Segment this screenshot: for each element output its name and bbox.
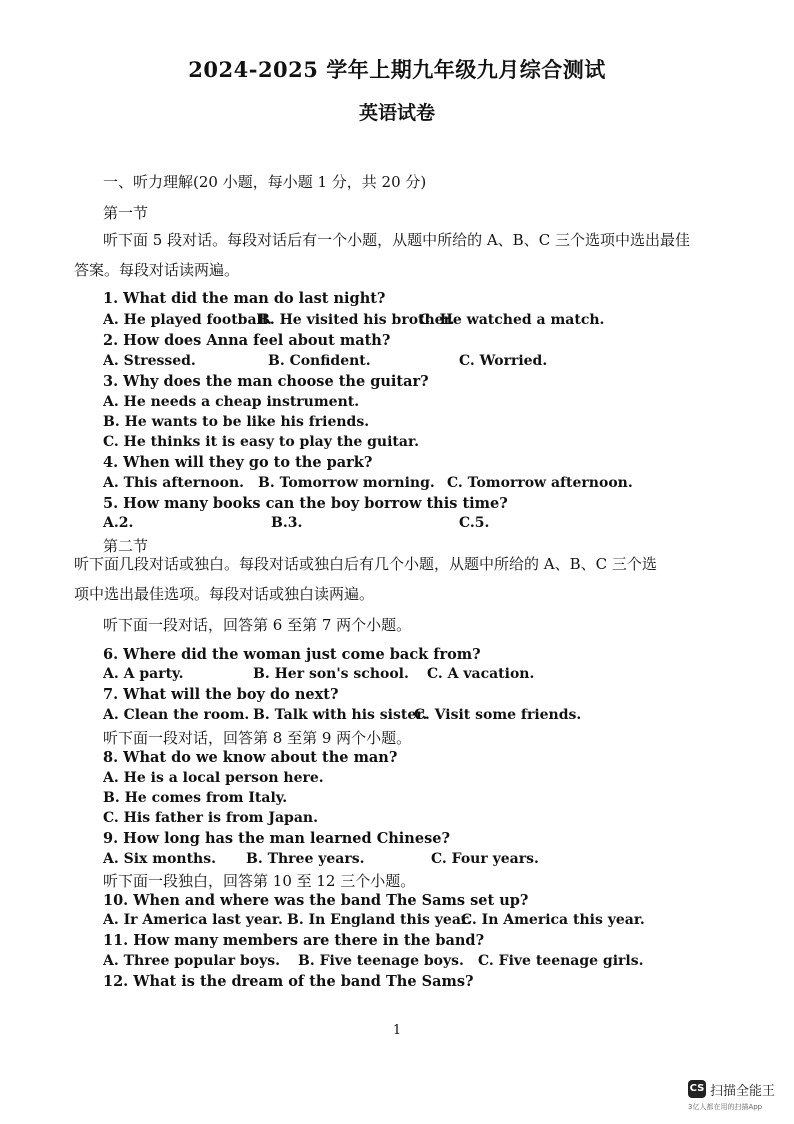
q7-option-b: B. Talk with his sister.	[253, 707, 428, 723]
q3-option-c: C. He thinks it is easy to play the guitar.	[103, 434, 419, 450]
dialog-6-7-intro: 听下面一段对话，回答第 6 至第 7 两个小题。	[103, 616, 412, 634]
q3-option-a: A. He needs a cheap instrument.	[103, 394, 360, 410]
q5-option-a: A.2.	[103, 515, 134, 531]
q2-option-c: C. Worried.	[459, 353, 548, 369]
question-10: 10. When and where was the band The Sams set up?	[103, 892, 529, 909]
q2-option-a: A. Stressed.	[103, 353, 196, 369]
part1-instructions-1: 听下面 5 段对话。每段对话后有一个小题，从题中所给的 A、B、C 三个选项中选出最佳	[103, 231, 690, 249]
dialog-8-9-intro: 听下面一段对话，回答第 8 至第 9 两个小题。	[103, 729, 412, 747]
q5-option-c: C.5.	[459, 515, 490, 531]
exam-subtitle: 英语试卷	[358, 102, 435, 124]
q4-option-b: B. Tomorrow morning.	[258, 475, 435, 491]
q10-option-a: A. Ir America last year.	[103, 912, 283, 928]
question-12: 12. What is the dream of the band The Sams?	[103, 973, 474, 990]
question-11: 11. How many members are there in the band?	[103, 932, 485, 949]
q4-option-a: A. This afternoon.	[103, 475, 245, 491]
part1-instructions-2: 答案。每段对话读两遍。	[74, 261, 240, 279]
q9-option-b: B. Three years.	[246, 851, 365, 867]
scanner-app-name: 扫描全能王	[710, 1084, 776, 1099]
q8-option-b: B. He comes from Italy.	[103, 790, 288, 806]
question-6: 6. Where did the woman just come back from?	[103, 646, 481, 663]
q6-option-c: C. A vacation.	[427, 666, 535, 682]
q5-option-b: B.3.	[271, 515, 303, 531]
question-4: 4. When will they go to the park?	[103, 454, 373, 471]
scanner-logo-icon: CS	[688, 1080, 706, 1098]
q11-option-b: B. Five teenage boys.	[298, 953, 464, 969]
scanner-app-watermark	[688, 1080, 794, 1116]
q1-option-a: A. He played football.	[103, 312, 273, 328]
part2-instructions-2: 项中选出最佳选项。每段对话或独白读两遍。	[74, 585, 375, 603]
q4-option-c: C. Tomorrow afternoon.	[447, 475, 633, 491]
exam-title: 2024-2025 学年上期九年级九月综合测试	[188, 57, 606, 82]
q9-option-c: C. Four years.	[431, 851, 539, 867]
q6-option-b: B. Her son's school.	[253, 666, 409, 682]
q1-option-c: C. He watched a match.	[419, 312, 605, 328]
question-1: 1. What did the man do last night?	[103, 290, 386, 307]
question-9: 9. How long has the man learned Chinese?	[103, 830, 450, 847]
q11-option-a: A. Three popular boys.	[103, 953, 281, 969]
question-5: 5. How many books can the boy borrow this time?	[103, 495, 508, 512]
q3-option-b: B. He wants to be like his friends.	[103, 414, 370, 430]
part1-label: 第一节	[103, 204, 149, 222]
q8-option-c: C. His father is from Japan.	[103, 810, 318, 826]
q9-option-a: A. Six months.	[103, 851, 216, 867]
question-3: 3. Why does the man choose the guitar?	[103, 373, 429, 390]
q6-option-a: A. A party.	[103, 666, 184, 682]
scanner-app-tagline: 3亿人都在用的扫描App	[688, 1103, 763, 1111]
section-heading: 一、听力理解(20 小题，每小题 1 分，共 20 分)	[103, 173, 427, 191]
question-8: 8. What do we know about the man?	[103, 749, 398, 766]
part2-label: 第二节	[103, 537, 149, 555]
q10-option-b: B. In England this year.	[287, 912, 472, 928]
q11-option-c: C. Five teenage girls.	[478, 953, 644, 969]
q7-option-a: A. Clean the room.	[103, 707, 250, 723]
page-number: 1	[392, 1023, 402, 1038]
question-2: 2. How does Anna feel about math?	[103, 332, 391, 349]
question-7: 7. What will the boy do next?	[103, 686, 339, 703]
part2-instructions-1: 听下面几段对话或独白。每段对话或独白后有几个小题，从题中所给的 A、B、C 三个选	[74, 555, 657, 573]
q10-option-c: C. In America this year.	[461, 912, 645, 928]
q8-option-a: A. He is a local person here.	[103, 770, 324, 786]
q2-option-b: B. Confident.	[268, 353, 371, 369]
q7-option-c: C. Visit some friends.	[414, 707, 582, 723]
monologue-10-12-intro: 听下面一段独白，回答第 10 至 12 三个小题。	[103, 872, 416, 890]
q1-option-b: B. He visited his brother.	[258, 312, 455, 328]
